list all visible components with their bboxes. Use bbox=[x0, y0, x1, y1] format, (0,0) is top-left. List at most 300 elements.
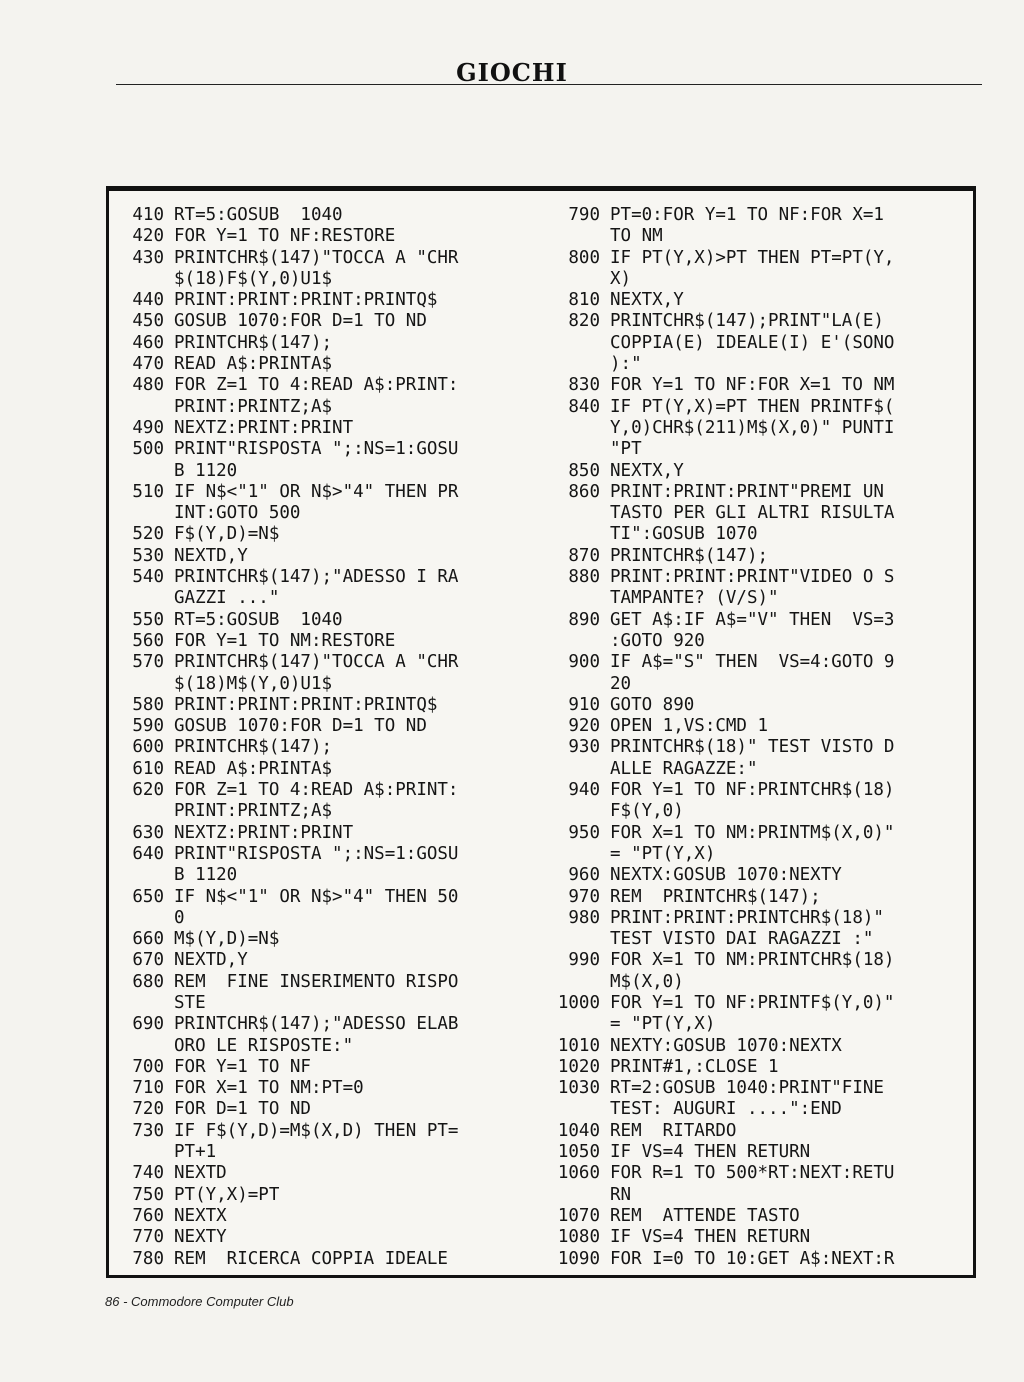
code-line bbox=[119, 1206, 539, 1227]
line-number bbox=[547, 674, 600, 695]
line-number: 670 bbox=[132, 950, 164, 971]
line-code: F$(Y,D)=N$ bbox=[174, 524, 280, 545]
line-number bbox=[547, 759, 600, 780]
page-header-title: GIOCHI bbox=[456, 58, 568, 87]
line-number: 960 bbox=[568, 865, 600, 886]
code-line bbox=[119, 375, 539, 396]
line-code: $(18)F$(Y,0)U1$ bbox=[174, 268, 333, 289]
line-code: PRINT:PRINT:PRINT"VIDEO O S bbox=[610, 567, 895, 588]
line-number: 490 bbox=[132, 417, 164, 438]
line-number: 820 bbox=[568, 311, 600, 332]
code-line bbox=[119, 354, 539, 375]
line-code: GAZZI ..." bbox=[174, 588, 280, 609]
code-line bbox=[119, 801, 539, 822]
line-code: OPEN 1,VS:CMD 1 bbox=[610, 716, 769, 737]
code-line bbox=[119, 588, 539, 609]
line-number: 770 bbox=[132, 1227, 164, 1248]
code-line bbox=[119, 908, 539, 929]
line-code: PRINTCHR$(147)"TOCCA A "CHR bbox=[174, 247, 459, 268]
line-code: RT=5:GOSUB 1040 bbox=[174, 609, 343, 630]
line-code: PRINT"RISPOSTA ";:NS=1:GOSU bbox=[174, 843, 459, 864]
line-number: 530 bbox=[132, 545, 164, 566]
line-number bbox=[119, 397, 164, 418]
line-code: NEXTY:GOSUB 1070:NEXTX bbox=[610, 1035, 842, 1056]
code-line bbox=[547, 333, 973, 354]
line-number: 840 bbox=[568, 396, 600, 417]
code-line bbox=[119, 226, 539, 247]
line-code: FOR Z=1 TO 4:READ A$:PRINT: bbox=[174, 375, 459, 396]
line-code: PRINTCHR$(18)" TEST VISTO D bbox=[610, 737, 895, 758]
line-number: 650 bbox=[132, 886, 164, 907]
code-line bbox=[119, 737, 539, 758]
code-line bbox=[119, 1014, 539, 1035]
code-column-right bbox=[547, 205, 973, 1270]
code-line bbox=[119, 993, 539, 1014]
line-number: 1080 bbox=[557, 1227, 600, 1248]
code-line bbox=[119, 205, 539, 226]
code-line bbox=[119, 503, 539, 524]
code-line bbox=[119, 780, 539, 801]
line-number: 980 bbox=[568, 907, 600, 928]
line-number: 810 bbox=[568, 290, 600, 311]
line-code: PRINTCHR$(147)"TOCCA A "CHR bbox=[174, 652, 459, 673]
code-line bbox=[119, 759, 539, 780]
code-line bbox=[547, 823, 973, 844]
code-line bbox=[119, 631, 539, 652]
line-code: IF VS=4 THEN RETURN bbox=[610, 1227, 811, 1248]
line-number: 420 bbox=[132, 226, 164, 247]
line-number bbox=[119, 461, 164, 482]
line-number: 690 bbox=[132, 1014, 164, 1035]
line-number: 1010 bbox=[557, 1035, 600, 1056]
line-code: FOR Z=1 TO 4:READ A$:PRINT: bbox=[174, 780, 459, 801]
line-number: 850 bbox=[568, 460, 600, 481]
line-number: 550 bbox=[132, 609, 164, 630]
line-code: PRINT:PRINT:PRINT:PRINTQ$ bbox=[174, 694, 438, 715]
code-line bbox=[119, 418, 539, 439]
line-code: "PT bbox=[610, 439, 642, 460]
code-line bbox=[119, 1163, 539, 1184]
line-number: 1020 bbox=[557, 1056, 600, 1077]
code-line bbox=[119, 929, 539, 950]
line-number bbox=[119, 993, 164, 1014]
code-line bbox=[547, 482, 973, 503]
line-code: RT=2:GOSUB 1040:PRINT"FINE bbox=[610, 1078, 884, 1099]
header-rule bbox=[116, 84, 982, 85]
code-line bbox=[119, 397, 539, 418]
line-code: FOR D=1 TO ND bbox=[174, 1099, 311, 1120]
line-code: PRINT:PRINTZ;A$ bbox=[174, 396, 333, 417]
line-code: TO NM bbox=[610, 226, 663, 247]
code-line bbox=[547, 1206, 973, 1227]
line-number: 860 bbox=[568, 481, 600, 502]
line-code: STE bbox=[174, 992, 206, 1013]
code-line bbox=[119, 1036, 539, 1057]
code-line bbox=[119, 950, 539, 971]
line-number bbox=[119, 1036, 164, 1057]
line-number: 920 bbox=[568, 716, 600, 737]
code-line bbox=[547, 567, 973, 588]
line-number bbox=[547, 524, 600, 545]
line-number: 740 bbox=[132, 1163, 164, 1184]
code-line bbox=[547, 354, 973, 375]
code-line bbox=[547, 546, 973, 567]
line-code: READ A$:PRINTA$ bbox=[174, 354, 333, 375]
line-code: IF PT(Y,X)=PT THEN PRINTF$( bbox=[610, 396, 895, 417]
line-code: FOR R=1 TO 500*RT:NEXT:RETU bbox=[610, 1163, 895, 1184]
code-line bbox=[547, 737, 973, 758]
line-code: PRINTCHR$(147);"ADESSO ELAB bbox=[174, 1014, 459, 1035]
line-code: PRINT:PRINT:PRINTCHR$(18)" bbox=[610, 907, 884, 928]
code-line bbox=[547, 887, 973, 908]
line-number: 720 bbox=[132, 1099, 164, 1120]
code-line bbox=[547, 205, 973, 226]
line-number bbox=[547, 588, 600, 609]
code-line bbox=[547, 631, 973, 652]
line-number: 1070 bbox=[557, 1205, 600, 1226]
line-code: ALLE RAGAZZE:" bbox=[610, 758, 758, 779]
code-line bbox=[119, 844, 539, 865]
code-line bbox=[119, 1121, 539, 1142]
code-line bbox=[547, 695, 973, 716]
line-number: 620 bbox=[132, 780, 164, 801]
line-number bbox=[119, 1142, 164, 1163]
line-code: TEST: AUGURI ....":END bbox=[610, 1099, 842, 1120]
line-number: 430 bbox=[132, 247, 164, 268]
line-number bbox=[547, 1185, 600, 1206]
code-line bbox=[547, 1078, 973, 1099]
code-line bbox=[119, 1099, 539, 1120]
line-number bbox=[547, 1099, 600, 1120]
line-number: 990 bbox=[568, 950, 600, 971]
line-code: = "PT(Y,X) bbox=[610, 843, 716, 864]
code-line bbox=[547, 524, 973, 545]
line-code: GOSUB 1070:FOR D=1 TO ND bbox=[174, 311, 427, 332]
line-number bbox=[547, 226, 600, 247]
code-line bbox=[547, 993, 973, 1014]
line-code: IF F$(Y,D)=M$(X,D) THEN PT= bbox=[174, 1120, 459, 1141]
line-code: PRINTCHR$(147); bbox=[174, 737, 333, 758]
code-line bbox=[547, 1036, 973, 1057]
code-line bbox=[119, 716, 539, 737]
code-line bbox=[119, 1227, 539, 1248]
line-number: 750 bbox=[132, 1184, 164, 1205]
line-number bbox=[119, 865, 164, 886]
code-line bbox=[119, 461, 539, 482]
line-number: 480 bbox=[132, 375, 164, 396]
code-line bbox=[547, 226, 973, 247]
code-line bbox=[547, 397, 973, 418]
line-number: 540 bbox=[132, 567, 164, 588]
line-number: 800 bbox=[568, 247, 600, 268]
code-line bbox=[547, 950, 973, 971]
line-number: 790 bbox=[568, 205, 600, 225]
line-number: 1060 bbox=[557, 1163, 600, 1184]
code-line bbox=[547, 716, 973, 737]
code-line bbox=[547, 1014, 973, 1035]
line-code: RN bbox=[610, 1184, 632, 1205]
line-number: 1000 bbox=[557, 992, 600, 1013]
line-code: REM RICERCA COPPIA IDEALE bbox=[174, 1248, 448, 1269]
line-code: FOR Y=1 TO NF:RESTORE bbox=[174, 226, 396, 247]
line-code: TI":GOSUB 1070 bbox=[610, 524, 758, 545]
line-code: NEXTD,Y bbox=[174, 545, 248, 566]
line-number bbox=[547, 269, 600, 290]
line-code: X) bbox=[610, 268, 632, 289]
code-line bbox=[119, 1142, 539, 1163]
line-code: PRINT#1,:CLOSE 1 bbox=[610, 1056, 779, 1077]
line-number bbox=[119, 908, 164, 929]
line-code: NEXTX:GOSUB 1070:NEXTY bbox=[610, 865, 842, 886]
line-code: Y,0)CHR$(211)M$(X,0)" PUNTI bbox=[610, 417, 895, 438]
line-code: ORO LE RISPOSTE:" bbox=[174, 1035, 354, 1056]
line-code: FOR Y=1 TO NF:PRINTF$(Y,0)" bbox=[610, 992, 895, 1013]
code-line bbox=[119, 865, 539, 886]
line-code: PRINTCHR$(147); bbox=[610, 545, 769, 566]
line-number: 610 bbox=[132, 758, 164, 779]
line-code: $(18)M$(Y,0)U1$ bbox=[174, 673, 333, 694]
line-code: COPPIA(E) IDEALE(I) E'(SONO bbox=[610, 332, 895, 353]
line-code: NEXTX,Y bbox=[610, 290, 684, 311]
code-line bbox=[547, 375, 973, 396]
line-code: TAMPANTE? (V/S)" bbox=[610, 588, 779, 609]
line-number: 1090 bbox=[557, 1248, 600, 1269]
line-number: 600 bbox=[132, 737, 164, 758]
code-line bbox=[119, 248, 539, 269]
line-code: GOSUB 1070:FOR D=1 TO ND bbox=[174, 716, 427, 737]
code-listing-box bbox=[106, 186, 976, 1278]
line-number: 700 bbox=[132, 1056, 164, 1077]
line-code: 0 bbox=[174, 907, 185, 928]
line-code: PT(Y,X)=PT bbox=[174, 1184, 280, 1205]
line-code: FOR Y=1 TO NF bbox=[174, 1056, 311, 1077]
line-number bbox=[119, 801, 164, 822]
line-code: IF A$="S" THEN VS=4:GOTO 9 bbox=[610, 652, 895, 673]
code-line bbox=[547, 610, 973, 631]
code-line bbox=[119, 269, 539, 290]
line-code: B 1120 bbox=[174, 460, 238, 481]
line-code: = "PT(Y,X) bbox=[610, 1014, 716, 1035]
code-line bbox=[547, 929, 973, 950]
code-line bbox=[547, 269, 973, 290]
line-code: REM RITARDO bbox=[610, 1120, 737, 1141]
code-line bbox=[119, 1185, 539, 1206]
line-number bbox=[547, 503, 600, 524]
code-line bbox=[547, 1099, 973, 1120]
line-code: IF N$<"1" OR N$>"4" THEN 50 bbox=[174, 886, 459, 907]
code-line bbox=[547, 290, 973, 311]
line-code: PRINT:PRINTZ;A$ bbox=[174, 801, 333, 822]
line-code: RT=5:GOSUB 1040 bbox=[174, 205, 343, 225]
code-line bbox=[119, 1249, 539, 1270]
line-code: PT+1 bbox=[174, 1142, 217, 1163]
line-code: REM FINE INSERIMENTO RISPO bbox=[174, 971, 459, 992]
line-code: NEXTD bbox=[174, 1163, 227, 1184]
line-number: 910 bbox=[568, 694, 600, 715]
code-line bbox=[119, 695, 539, 716]
line-number: 870 bbox=[568, 545, 600, 566]
code-line bbox=[547, 801, 973, 822]
line-number: 970 bbox=[568, 886, 600, 907]
line-number: 950 bbox=[568, 822, 600, 843]
line-number: 830 bbox=[568, 375, 600, 396]
code-line bbox=[547, 1121, 973, 1142]
code-line bbox=[547, 1249, 973, 1270]
line-number bbox=[547, 333, 600, 354]
code-line bbox=[547, 1057, 973, 1078]
line-number: 780 bbox=[132, 1248, 164, 1269]
line-code: 20 bbox=[610, 673, 632, 694]
code-line bbox=[547, 865, 973, 886]
line-number: 570 bbox=[132, 652, 164, 673]
line-code: FOR X=1 TO NM:PT=0 bbox=[174, 1078, 364, 1099]
line-code: PRINTCHR$(147);PRINT"LA(E) bbox=[610, 311, 884, 332]
line-number: 730 bbox=[132, 1120, 164, 1141]
code-line bbox=[119, 524, 539, 545]
line-code: F$(Y,0) bbox=[610, 801, 684, 822]
line-number bbox=[547, 631, 600, 652]
line-code: NEXTY bbox=[174, 1227, 227, 1248]
code-line bbox=[119, 972, 539, 993]
line-number: 1040 bbox=[557, 1120, 600, 1141]
line-number bbox=[547, 801, 600, 822]
line-code: NEXTZ:PRINT:PRINT bbox=[174, 822, 354, 843]
line-number: 1050 bbox=[557, 1142, 600, 1163]
code-line bbox=[119, 1057, 539, 1078]
line-code: FOR Y=1 TO NM:RESTORE bbox=[174, 630, 396, 651]
page-footer: 86 - Commodore Computer Club bbox=[105, 1294, 294, 1309]
line-code: B 1120 bbox=[174, 865, 238, 886]
line-number: 900 bbox=[568, 652, 600, 673]
line-number: 560 bbox=[132, 630, 164, 651]
line-number bbox=[547, 439, 600, 460]
code-line bbox=[547, 674, 973, 695]
line-number: 520 bbox=[132, 524, 164, 545]
line-code: GET A$:IF A$="V" THEN VS=3 bbox=[610, 609, 895, 630]
line-code: ):" bbox=[610, 354, 642, 375]
code-line bbox=[119, 887, 539, 908]
code-line bbox=[547, 588, 973, 609]
line-code: M$(Y,D)=N$ bbox=[174, 929, 280, 950]
line-code: NEXTZ:PRINT:PRINT bbox=[174, 417, 354, 438]
code-line bbox=[119, 482, 539, 503]
line-code: READ A$:PRINTA$ bbox=[174, 758, 333, 779]
line-number: 1030 bbox=[557, 1078, 600, 1099]
line-code: FOR X=1 TO NM:PRINTCHR$(18) bbox=[610, 950, 895, 971]
line-code: PRINTCHR$(147); bbox=[174, 332, 333, 353]
line-number bbox=[119, 588, 164, 609]
line-code: IF PT(Y,X)>PT THEN PT=PT(Y, bbox=[610, 247, 895, 268]
line-number bbox=[119, 503, 164, 524]
line-number: 680 bbox=[132, 971, 164, 992]
code-line bbox=[119, 311, 539, 332]
line-number: 510 bbox=[132, 481, 164, 502]
code-line bbox=[547, 844, 973, 865]
line-code: FOR Y=1 TO NF:FOR X=1 TO NM bbox=[610, 375, 895, 396]
line-code: GOTO 890 bbox=[610, 694, 695, 715]
code-line bbox=[547, 439, 973, 460]
line-code: FOR Y=1 TO NF:PRINTCHR$(18) bbox=[610, 780, 895, 801]
code-line bbox=[119, 567, 539, 588]
line-code: PT=0:FOR Y=1 TO NF:FOR X=1 bbox=[610, 205, 884, 225]
code-line bbox=[547, 418, 973, 439]
line-code: TEST VISTO DAI RAGAZZI :" bbox=[610, 929, 874, 950]
line-number bbox=[547, 929, 600, 950]
code-line bbox=[119, 290, 539, 311]
line-number: 500 bbox=[132, 439, 164, 460]
line-number: 890 bbox=[568, 609, 600, 630]
line-number: 880 bbox=[568, 567, 600, 588]
line-number bbox=[547, 354, 600, 375]
line-number bbox=[119, 269, 164, 290]
code-line bbox=[547, 972, 973, 993]
line-code: REM PRINTCHR$(147); bbox=[610, 886, 821, 907]
line-number bbox=[547, 972, 600, 993]
code-line bbox=[119, 610, 539, 631]
code-line bbox=[547, 780, 973, 801]
line-number bbox=[547, 844, 600, 865]
line-number: 660 bbox=[132, 929, 164, 950]
code-line bbox=[547, 503, 973, 524]
line-number bbox=[119, 674, 164, 695]
line-code: TASTO PER GLI ALTRI RISULTA bbox=[610, 503, 895, 524]
line-number: 580 bbox=[132, 694, 164, 715]
line-code: M$(X,0) bbox=[610, 971, 684, 992]
line-code: PRINT:PRINT:PRINT"PREMI UN bbox=[610, 481, 884, 502]
code-line bbox=[119, 674, 539, 695]
line-number: 760 bbox=[132, 1205, 164, 1226]
code-line bbox=[547, 1142, 973, 1163]
line-number bbox=[547, 418, 600, 439]
line-number: 930 bbox=[568, 737, 600, 758]
code-line bbox=[547, 1227, 973, 1248]
line-code: IF VS=4 THEN RETURN bbox=[610, 1142, 811, 1163]
line-code: IF N$<"1" OR N$>"4" THEN PR bbox=[174, 481, 459, 502]
line-number: 710 bbox=[132, 1078, 164, 1099]
line-code: :GOTO 920 bbox=[610, 630, 705, 651]
code-line bbox=[119, 652, 539, 673]
code-column-left bbox=[119, 205, 539, 1270]
code-line bbox=[547, 1163, 973, 1184]
code-line bbox=[119, 333, 539, 354]
line-number: 410 bbox=[132, 205, 164, 225]
line-number bbox=[547, 1014, 600, 1035]
code-line bbox=[547, 652, 973, 673]
line-code: PRINTCHR$(147);"ADESSO I RA bbox=[174, 567, 459, 588]
line-number: 630 bbox=[132, 822, 164, 843]
code-line bbox=[119, 439, 539, 460]
line-code: INT:GOTO 500 bbox=[174, 503, 301, 524]
code-line bbox=[547, 759, 973, 780]
code-line bbox=[547, 248, 973, 269]
line-number: 450 bbox=[132, 311, 164, 332]
line-code: NEXTD,Y bbox=[174, 950, 248, 971]
code-line bbox=[547, 311, 973, 332]
line-code: PRINT"RISPOSTA ";:NS=1:GOSU bbox=[174, 439, 459, 460]
line-number: 940 bbox=[568, 780, 600, 801]
line-number: 440 bbox=[132, 290, 164, 311]
code-line bbox=[119, 1078, 539, 1099]
line-code: REM ATTENDE TASTO bbox=[610, 1205, 800, 1226]
line-code: NEXTX bbox=[174, 1205, 227, 1226]
code-line bbox=[547, 908, 973, 929]
line-number: 460 bbox=[132, 332, 164, 353]
line-code: FOR I=0 TO 10:GET A$:NEXT:R bbox=[610, 1248, 895, 1269]
line-code: FOR X=1 TO NM:PRINTM$(X,0)" bbox=[610, 822, 895, 843]
line-code: PRINT:PRINT:PRINT:PRINTQ$ bbox=[174, 290, 438, 311]
line-number: 470 bbox=[132, 354, 164, 375]
line-number: 590 bbox=[132, 716, 164, 737]
